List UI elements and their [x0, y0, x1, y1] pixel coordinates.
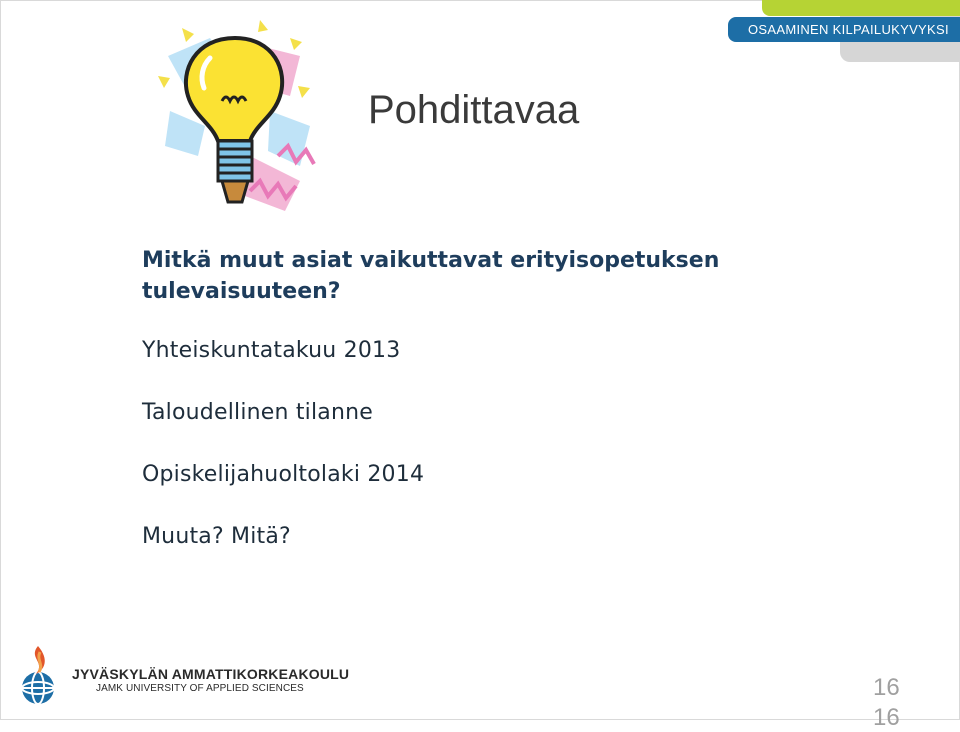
banner-text: OSAAMINEN KILPAILUKYVYKSI	[748, 22, 949, 37]
slide-title: Pohdittavaa	[368, 88, 580, 132]
org-name: JYVÄSKYLÄN AMMATTIKORKEAKOULU	[72, 666, 350, 682]
page-number: 16	[873, 674, 900, 701]
header-banner	[728, 17, 960, 42]
slide-body	[142, 245, 762, 550]
list-item: Yhteiskuntatakuu 2013	[142, 338, 401, 363]
org-name-en: JAMK UNIVERSITY OF APPLIED SCIENCES	[96, 683, 304, 694]
list-item: Opiskelijahuoltolaki 2014	[142, 462, 425, 487]
list-item: Taloudellinen tilanne	[142, 400, 373, 425]
banner-green-shape	[762, 0, 960, 16]
page-number-duplicate: 16	[873, 704, 900, 731]
lightbulb-icon	[150, 16, 320, 216]
question-text: Mitkä muut asiat vaikuttavat erityisopetuksen tulevaisuuteen?	[142, 248, 720, 304]
list-item: Muuta? Mitä?	[142, 524, 291, 549]
